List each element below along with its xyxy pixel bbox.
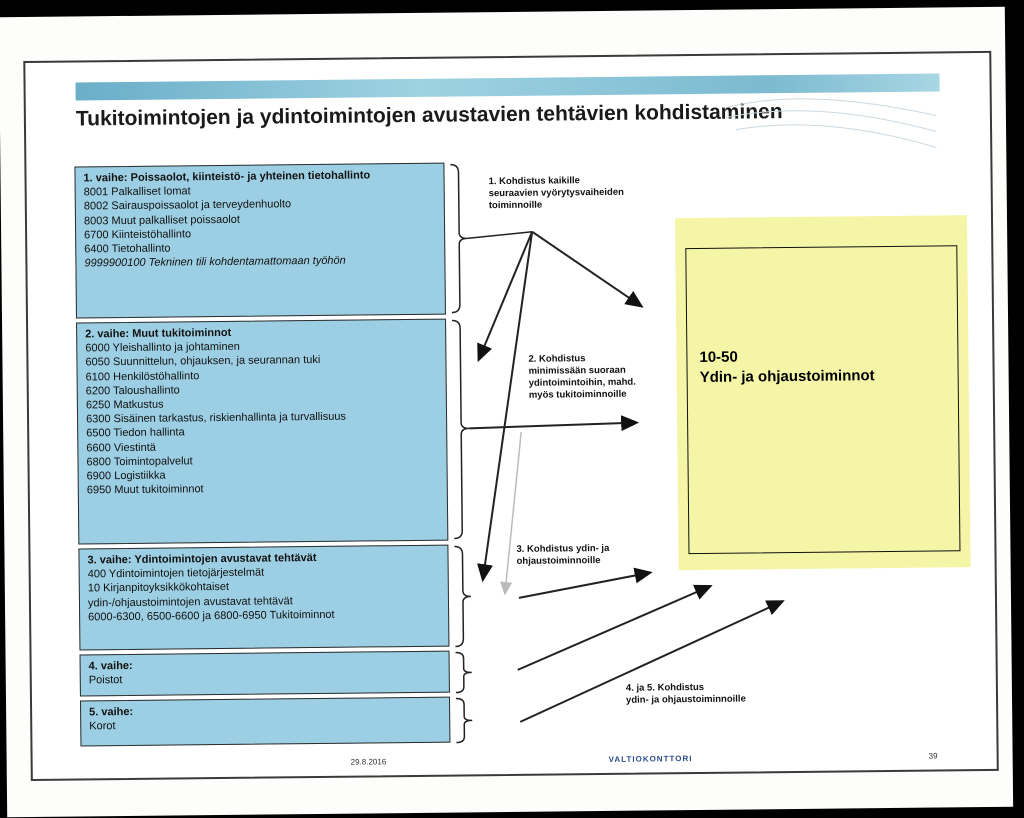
scanned-paper	[0, 7, 1013, 817]
phase-2-item: 6950 Muut tukitoiminnot	[86, 483, 204, 497]
phase-5-header: 5. vaihe:	[89, 705, 134, 719]
brace-phase-2	[452, 320, 470, 538]
phase-1-item: 8001 Palkalliset lomat	[83, 185, 191, 199]
phase-1-item: 6400 Tietohallinto	[84, 242, 171, 256]
phase-2-item: 6300 Sisäinen tarkastus, riskienhallinta ja turvallisuus	[85, 410, 346, 426]
phase-2-item: 6250 Matkustus	[85, 398, 164, 412]
brace-phase-5	[456, 698, 472, 742]
phase-2-item: 6600 Viestintä	[86, 441, 156, 455]
phase-2-item: 6900 Logistiikka	[86, 469, 166, 483]
target-code: 10-50	[699, 348, 738, 366]
brace-phase-3	[454, 546, 471, 646]
phase-5-item: Korot	[89, 720, 116, 733]
phase-2-item: 6800 Toimintopalvelut	[86, 455, 193, 469]
phase-2-item: 6500 Tiedon hallinta	[86, 426, 185, 440]
footer-page-number: 39	[928, 751, 938, 761]
note-phase-1: 1. Kohdistus kaikille seuraavien vyörytysvaiheiden toiminnoille	[488, 175, 624, 212]
phase-2-item: 6200 Taloushallinto	[85, 384, 180, 398]
phase-2-item: 6050 Suunnittelun, ohjauksen, ja seurannan tuki	[85, 354, 321, 369]
brace-phase-1	[450, 164, 468, 312]
note-phase-4-5: 4. ja 5. Kohdistus ydin- ja ohjaustoiminnoille	[625, 681, 746, 706]
phase-2-header: 2. vaihe: Muut tukitoiminnot	[85, 326, 232, 341]
phase-4-header: 4. vaihe:	[88, 659, 133, 673]
phase-1-item: 8003 Muut palkalliset poissaolot	[83, 213, 240, 228]
phase-1-item: 6700 Kiinteistöhallinto	[84, 228, 192, 242]
footer-org: VALTIOKONTTORI	[608, 754, 693, 764]
note-phase-3: 3. Kohdistus ydin- ja ohjaustoiminnoille	[516, 542, 610, 567]
footer-date: 29.8.2016	[350, 757, 387, 767]
phase-3-item: 400 Ydintoimintojen tietojärjestelmät	[87, 566, 265, 581]
slide-title: Tukitoimintojen ja ydintoimintojen avustavien tehtävien kohdistaminen	[75, 100, 783, 131]
target-label: Ydin- ja ohjaustoiminnot	[699, 367, 875, 386]
phase-4-item: Poistot	[88, 674, 123, 687]
note-phase-2: 2. Kohdistus minimissään suoraan ydintoimintoihin, mahd. myös tukitoiminnoille	[528, 353, 636, 401]
diagram-connectors	[25, 53, 1000, 783]
phase-3-item: 6000-6300, 6500-6600 ja 6800-6950 Tukitoiminnot	[88, 608, 335, 624]
phase-2-item: 6100 Henkilöstöhallinto	[85, 369, 200, 384]
phase-1-item: 8002 Sairauspoissaolot ja terveydenhuolto	[83, 198, 292, 213]
phase-2-item: 6000 Yleishallinto ja johtaminen	[85, 340, 240, 355]
brace-phase-4	[456, 652, 472, 692]
phase-1-item-italic: 9999900100 Tekninen tili kohdentamattomaan työhön	[84, 254, 346, 270]
phase-1-header: 1. vaihe: Poissaolot, kiinteistö- ja yhteinen tietohallinto	[83, 169, 371, 185]
phase-3-header: 3. vaihe: Ydintoimintojen avustavat tehtävät	[87, 551, 317, 567]
slide	[23, 51, 998, 781]
phase-3-item: 10 Kirjanpitoyksikkökohtaiset	[87, 581, 230, 595]
phase-3-item: ydin-/ohjaustoimintojen avustavat tehtävät	[87, 594, 293, 609]
